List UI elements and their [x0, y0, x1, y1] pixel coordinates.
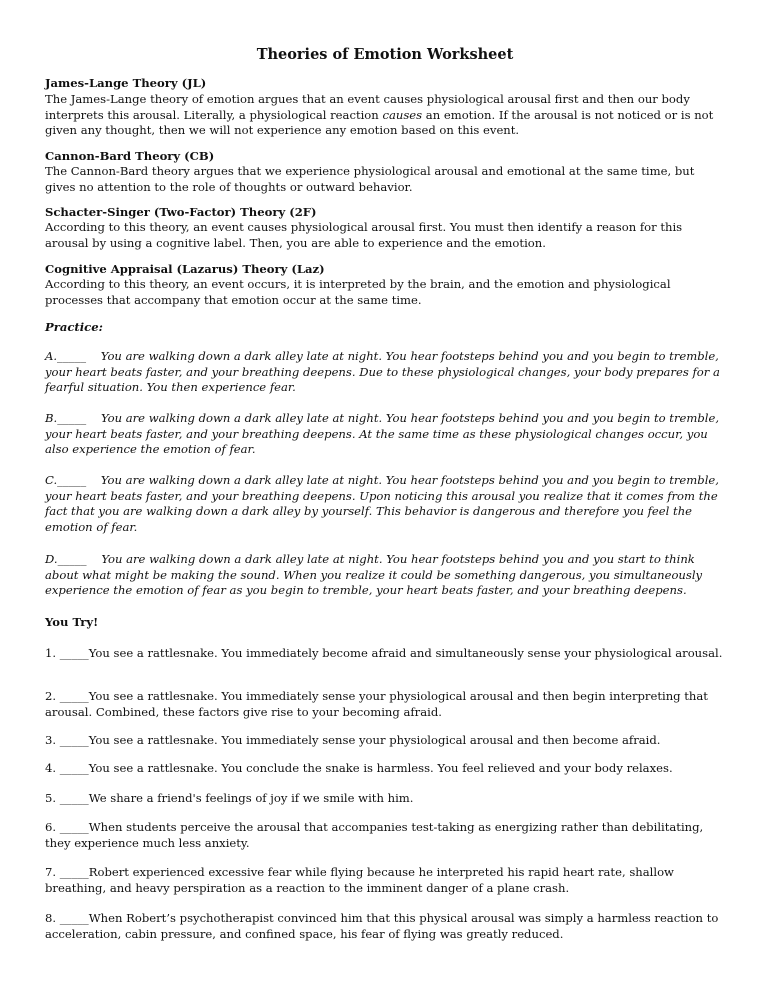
theory-text-emphasis: causes [382, 107, 423, 122]
answer-blank[interactable]: 7. _____ [45, 865, 89, 879]
answer-blank[interactable]: 2. _____ [45, 689, 89, 703]
you-try-item [45, 820, 725, 851]
answer-blank[interactable]: B._____ [45, 411, 87, 425]
you-try-item [45, 761, 725, 777]
practice-item-text: You are walking down a dark alley late at night. You hear footsteps behind you and you begin to tremble, your heart beats faster, and your breathing deepens. Upon noticing this arousal you realize that it comes from the fact that you are walking down a dark alley by yourself. This behavior is dangerous and therefore you feel the emotion of fear. [45, 473, 719, 534]
answer-blank[interactable]: D._____ [45, 552, 87, 566]
answer-blank[interactable]: 3. _____ [45, 733, 89, 747]
theory-text-part: an emotion. If the arousal is not noticed or is not given any thought, then we will not experience any emotion based on this event. [45, 107, 714, 137]
theory-heading-cannon-bard: Cannon-Bard Theory (CB) [45, 149, 215, 163]
practice-item [45, 552, 725, 599]
you-try-heading: You Try! [45, 615, 99, 629]
answer-blank[interactable]: 1. _____ [45, 646, 89, 660]
practice-item [45, 473, 725, 535]
you-try-item [45, 791, 725, 807]
practice-item-text: You are walking down a dark alley late at night. You hear footsteps behind you and you start to think about what might be making the sound. When you realize it could be something dangerous, you simultaneously experience the emotion of fear as you begin to tremble, your heart beats faster, and your breathing deepens. [45, 552, 703, 597]
theory-heading-lazarus: Cognitive Appraisal (Lazarus) Theory (Laz) [45, 262, 325, 276]
theory-text-lazarus: According to this theory, an event occurs, it is interpreted by the brain, and the emotion and physiological processes that accompany that emotion occur at the same time. [45, 277, 671, 307]
you-try-item-text: Robert experienced excessive fear while flying because he interpreted his rapid heart rate, shallow breathing, and heavy perspiration as a reaction to the imminent danger of a plane crash. [45, 865, 674, 895]
you-try-item [45, 865, 725, 896]
answer-blank[interactable]: A._____ [45, 349, 87, 363]
answer-blank[interactable]: 4. _____ [45, 761, 89, 775]
practice-item-text: You are walking down a dark alley late at night. You hear footsteps behind you and you begin to tremble, your heart beats faster, and your breathing deepens. Due to these physiological changes, your body prepares for a fearful situation. You then experience fear. [45, 349, 720, 394]
you-try-item-text: When Robert’s psychotherapist convinced him that this physical arousal was simply a harmless reaction to acceleration, cabin pressure, and confined space, his fear of flying was greatly reduced. [45, 911, 719, 941]
you-try-item [45, 689, 725, 720]
you-try-item-text: You see a rattlesnake. You immediately sense your physiological arousal and then begin interpreting that arousal. Combined, these factors give rise to your becoming afraid. [45, 689, 708, 719]
you-try-item-text: You see a rattlesnake. You immediately sense your physiological arousal and then become afraid. [88, 733, 661, 747]
theory-text-two-factor: According to this theory, an event causes physiological arousal first. You must then identify a reason for this arousal by using a cognitive label. Then, you are able to experience and the emotion. [45, 220, 683, 250]
you-try-item [45, 733, 725, 749]
answer-blank[interactable]: 8. _____ [45, 911, 89, 925]
theory-text-part: The James-Lange theory of emotion argues that an event causes physiological arousal first and then our body interprets this arousal. Literally, a physiological reaction [45, 92, 690, 122]
you-try-item [45, 646, 725, 662]
you-try-item-text: You see a rattlesnake. You immediately become afraid and simultaneously sense your physiological arousal. [88, 646, 723, 660]
practice-item [45, 349, 725, 396]
page-title: Theories of Emotion Worksheet [256, 46, 514, 63]
you-try-item-text: We share a friend's feelings of joy if we smile with him. [88, 791, 414, 805]
answer-blank[interactable]: 5. _____ [45, 791, 89, 805]
theory-heading-james-lange: James-Lange Theory (JL) [45, 76, 207, 90]
answer-blank[interactable]: 6. _____ [45, 820, 89, 834]
answer-blank[interactable]: C._____ [45, 473, 87, 487]
you-try-item-text: When students perceive the arousal that accompanies test-taking as energizing rather than debilitating, they experience much less anxiety. [45, 820, 704, 850]
theory-heading-two-factor: Schacter-Singer (Two-Factor) Theory (2F) [45, 205, 317, 219]
theory-text-cannon-bard: The Cannon-Bard theory argues that we experience physiological arousal and emotional at the same time, but gives no attention to the role of thoughts or outward behavior. [45, 164, 695, 194]
practice-item-text: You are walking down a dark alley late at night. You hear footsteps behind you and you begin to tremble, your heart beats faster, and your breathing deepens. At the same time as these physiological changes occur, you also experience the emotion of fear. [45, 411, 720, 456]
practice-heading: Practice: [45, 320, 103, 334]
practice-item [45, 411, 725, 458]
you-try-item [45, 911, 725, 942]
theory-text-james-lange [45, 92, 725, 139]
you-try-item-text: You see a rattlesnake. You conclude the snake is harmless. You feel relieved and your body relaxes. [88, 761, 673, 775]
